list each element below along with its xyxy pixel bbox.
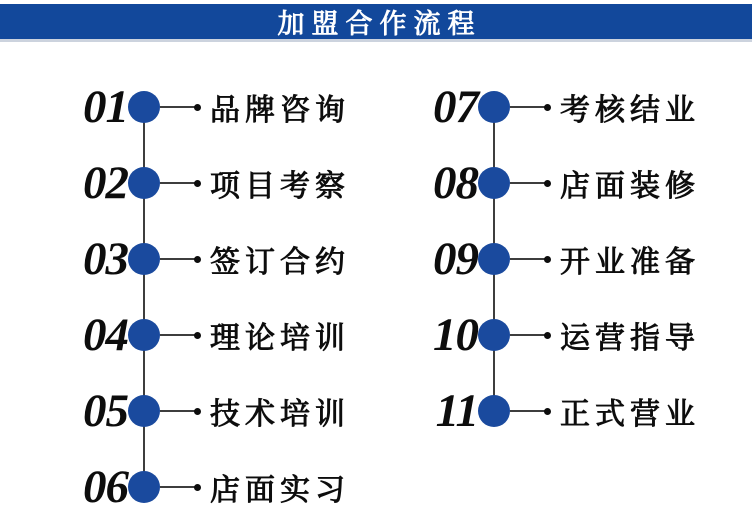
- step-connector-line: [510, 106, 545, 108]
- bullet-dot-icon: [194, 256, 201, 263]
- bullet-dot-icon: [544, 256, 551, 263]
- bullet-dot-icon: [194, 332, 201, 339]
- step-label: 项目考察: [210, 170, 350, 203]
- step-label: 品牌咨询: [210, 94, 350, 127]
- step-number: 11: [435, 384, 478, 437]
- step-connector-line: [160, 410, 195, 412]
- step-label: 店面装修: [560, 170, 700, 203]
- step-number: 09: [433, 232, 478, 285]
- bullet-dot-icon: [194, 104, 201, 111]
- bullet-dot-icon: [544, 180, 551, 187]
- process-step: [428, 69, 700, 145]
- process-step: [428, 297, 700, 373]
- process-column-right: [428, 69, 700, 449]
- step-connector-line: [160, 334, 195, 336]
- process-step: [78, 145, 350, 221]
- process-step: [78, 297, 350, 373]
- step-number: 06: [83, 460, 128, 513]
- process-step: [428, 221, 700, 297]
- bullet-dot-icon: [544, 408, 551, 415]
- step-number: 08: [433, 156, 478, 209]
- step-node-circle: [128, 319, 160, 351]
- step-label: 考核结业: [560, 94, 700, 127]
- step-label: 理论培训: [210, 322, 350, 355]
- step-label: 签订合约: [210, 246, 350, 279]
- step-node-circle: [128, 471, 160, 503]
- bullet-dot-icon: [194, 484, 201, 491]
- step-node-circle: [128, 243, 160, 275]
- process-step: [78, 373, 350, 449]
- step-number: 05: [83, 384, 128, 437]
- bullet-dot-icon: [544, 332, 551, 339]
- step-number: 07: [433, 80, 478, 133]
- process-step: [78, 449, 350, 525]
- step-label: 店面实习: [210, 474, 350, 507]
- step-node-circle: [128, 395, 160, 427]
- header-banner: [0, 4, 752, 42]
- step-number: 10: [433, 308, 478, 361]
- process-column-left: [78, 69, 350, 525]
- page-title: 加盟合作流程: [277, 9, 482, 39]
- step-node-circle: [478, 395, 510, 427]
- process-step: [78, 221, 350, 297]
- step-node-circle: [478, 243, 510, 275]
- process-step: [78, 69, 350, 145]
- step-connector-line: [510, 258, 545, 260]
- bullet-dot-icon: [194, 180, 201, 187]
- step-node-circle: [128, 91, 160, 123]
- step-node-circle: [478, 167, 510, 199]
- step-connector-line: [510, 334, 545, 336]
- bullet-dot-icon: [544, 104, 551, 111]
- process-step: [428, 373, 700, 449]
- process-step: [428, 145, 700, 221]
- step-number: 03: [83, 232, 128, 285]
- step-node-circle: [128, 167, 160, 199]
- step-number: 04: [83, 308, 128, 361]
- step-number: 02: [83, 156, 128, 209]
- step-connector-line: [160, 182, 195, 184]
- step-connector-line: [160, 106, 195, 108]
- step-connector-line: [160, 486, 195, 488]
- step-node-circle: [478, 319, 510, 351]
- step-label: 技术培训: [210, 398, 350, 431]
- step-number: 01: [83, 80, 128, 133]
- step-label: 运营指导: [560, 322, 700, 355]
- step-label: 开业准备: [560, 246, 700, 279]
- step-label: 正式营业: [560, 398, 700, 431]
- step-node-circle: [478, 91, 510, 123]
- bullet-dot-icon: [194, 408, 201, 415]
- step-connector-line: [510, 410, 545, 412]
- step-connector-line: [510, 182, 545, 184]
- step-connector-line: [160, 258, 195, 260]
